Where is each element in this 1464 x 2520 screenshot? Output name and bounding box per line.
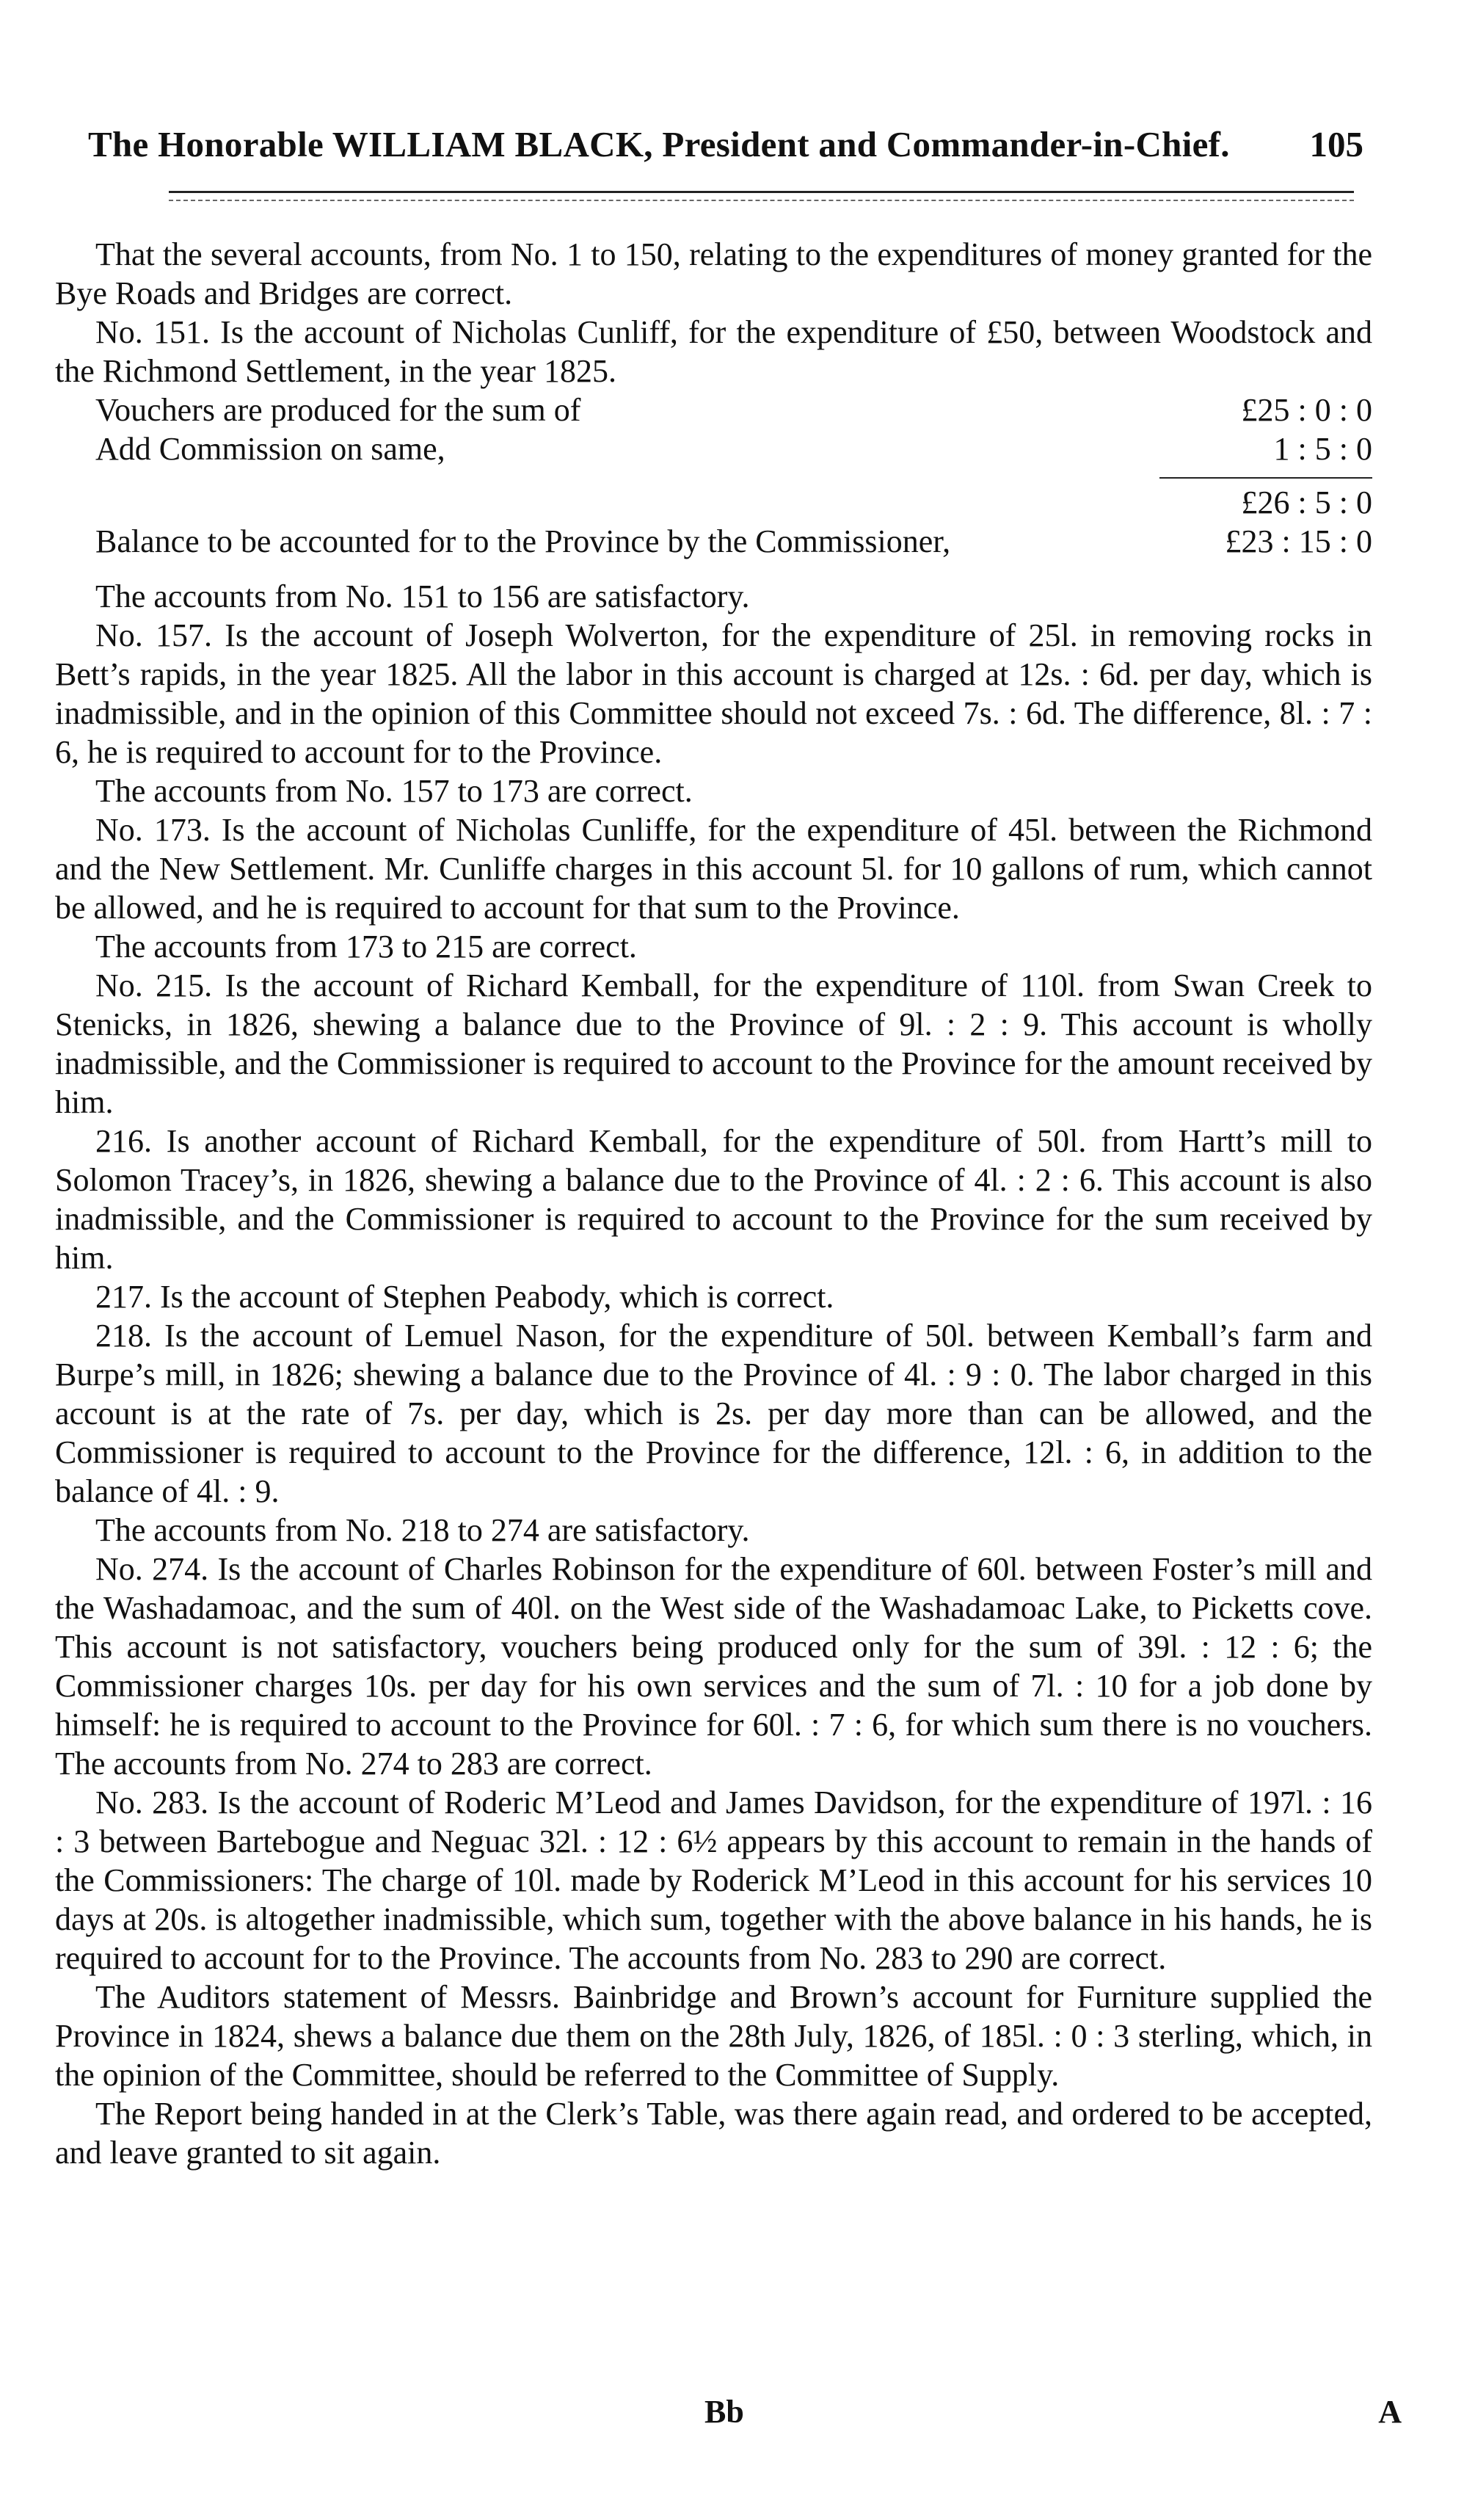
paragraph: That the several accounts, from No. 1 to 150, relating to the expenditures of money granted for the Bye Roads and Bridges are correct. bbox=[55, 236, 1372, 311]
page-number: 105 bbox=[1309, 124, 1363, 164]
paragraph: The accounts from No. 218 to 274 are satisfactory. bbox=[95, 1512, 750, 1548]
paragraph: No. 151. Is the account of Nicholas Cunliff, for the expenditure of £50, between Woodstock and the Richmond Settlement, in the year 1825. bbox=[55, 314, 1372, 389]
paragraph: No. 274. Is the account of Charles Robinson for the expenditure of 60l. between Foster’s mill and the Washadamoac, and the sum of 40l. on the West side of the Washadamoac Lake, to Picketts cove. This account is not satisfactory, vouchers being produced only for the sum of 39l. : 12 : 6; the Commissioner charges 10s. per day for his own services and the sum of 7l. : 10 for a job done by himself: he is required to account to the Province for 60l. : 7 : 6, for which sum there is no vouchers. The accounts from No. 274 to 283 are correct. bbox=[55, 1551, 1372, 1782]
document-body bbox=[55, 235, 1372, 2172]
page bbox=[55, 110, 1372, 2171]
balance-amount: £23 : 15 : 0 bbox=[1225, 523, 1372, 559]
table-row bbox=[55, 391, 1372, 429]
paragraph: The Auditors statement of Messrs. Bainbridge and Brown’s account for Furniture supplied the Province in 1824, shews a balance due them on the 28th July, 1826, of 185l. : 0 : 3 sterling, which, in the opinion of the Committee, should be referred to the Committee of Supply. bbox=[55, 1979, 1372, 2093]
sum-rule bbox=[1159, 477, 1372, 479]
paragraph: The accounts from 173 to 215 are correct. bbox=[95, 929, 637, 965]
header-rule-secondary bbox=[169, 200, 1354, 201]
table-row bbox=[55, 483, 1372, 522]
paragraph: The accounts from No. 157 to 173 are correct. bbox=[95, 773, 693, 809]
table-row bbox=[55, 522, 1372, 561]
total-amount: £26 : 5 : 0 bbox=[1241, 484, 1372, 520]
paragraph: No. 283. Is the account of Roderic M’Leod and James Davidson, for the expenditure of 197l. : 16 : 3 between Bartebogue and Neguac 32l. : 12 : 6½ appears by this account to remain in the hands of the Commissioners: The charge of 10l. made by Roderick M’Leod in this account for his services 10 days at 20s. is altogether inadmissible, which sum, together with the above balance in his hands, he is required to account for to the Province. The accounts from No. 283 to 290 are correct. bbox=[55, 1784, 1372, 1976]
balance-label: Balance to be accounted for to the Province by the Commissioner, bbox=[95, 523, 951, 559]
paragraph: No. 215. Is the account of Richard Kemball, for the expenditure of 110l. from Swan Creek to Stenicks, in 1826, shewing a balance due to the Province of 9l. : 2 : 9. This account is wholly inadmissible, and the Commissioner is required to account to the Province for the amount received by him. bbox=[55, 967, 1372, 1120]
commission-amount: 1 : 5 : 0 bbox=[1273, 431, 1372, 467]
header-rule bbox=[169, 191, 1354, 193]
paragraph: No. 173. Is the account of Nicholas Cunliffe, for the expenditure of 45l. between the Richmond and the New Settlement. Mr. Cunliffe charges in this account 5l. for 10 gallons of rum, which cannot be allowed, and he is required to account for that sum to the Province. bbox=[55, 812, 1372, 926]
account-table bbox=[55, 391, 1372, 561]
catchword: A bbox=[1378, 2394, 1402, 2430]
paragraph: 218. Is the account of Lemuel Nason, for the expenditure of 50l. between Kemball’s farm and Burpe’s mill, in 1826; shewing a balance due to the Province of 4l. : 9 : 0. The labor charged in this account is at the rate of 7s. per day, which is 2s. per day more than can be allowed, and the Commissioner is required to account to the Province for the difference, 12l. : 6, in addition to the balance of 4l. : 9. bbox=[55, 1318, 1372, 1509]
commission-label: Add Commission on same, bbox=[95, 431, 445, 467]
paragraph: No. 157. Is the account of Joseph Wolverton, for the expenditure of 25l. in removing rocks in Bett’s rapids, in the year 1825. All the labor in this account is charged at 12s. : 6d. per day, which is inadmissible, and in the opinion of this Committee should not exceed 7s. : 6d. The difference, 8l. : 7 : 6, he is required to account for to the Province. bbox=[55, 617, 1372, 770]
paragraph: The Report being handed in at the Clerk’s Table, was there again read, and ordered to be accepted, and leave granted to sit again. bbox=[55, 2096, 1372, 2171]
paragraph: The accounts from No. 151 to 156 are satisfactory. bbox=[95, 578, 750, 614]
table-row bbox=[55, 429, 1372, 468]
paragraph: 216. Is another account of Richard Kemball, for the expenditure of 50l. from Hartt’s mill to Solomon Tracey’s, in 1826, shewing a balance due to the Province of 4l. : 2 : 6. This account is also inadmissible, and the Commissioner is required to account to the Province for the sum received by him. bbox=[55, 1123, 1372, 1276]
vouchers-amount: £25 : 0 : 0 bbox=[1241, 392, 1372, 428]
vouchers-label: Vouchers are produced for the sum of bbox=[95, 392, 581, 428]
signature-mark: Bb bbox=[704, 2394, 744, 2430]
running-title: The Honorable WILLIAM BLACK, President and Commander-in-Chief. bbox=[88, 124, 1230, 164]
page-header bbox=[55, 110, 1372, 169]
paragraph: 217. Is the account of Stephen Peabody, which is correct. bbox=[95, 1279, 834, 1315]
